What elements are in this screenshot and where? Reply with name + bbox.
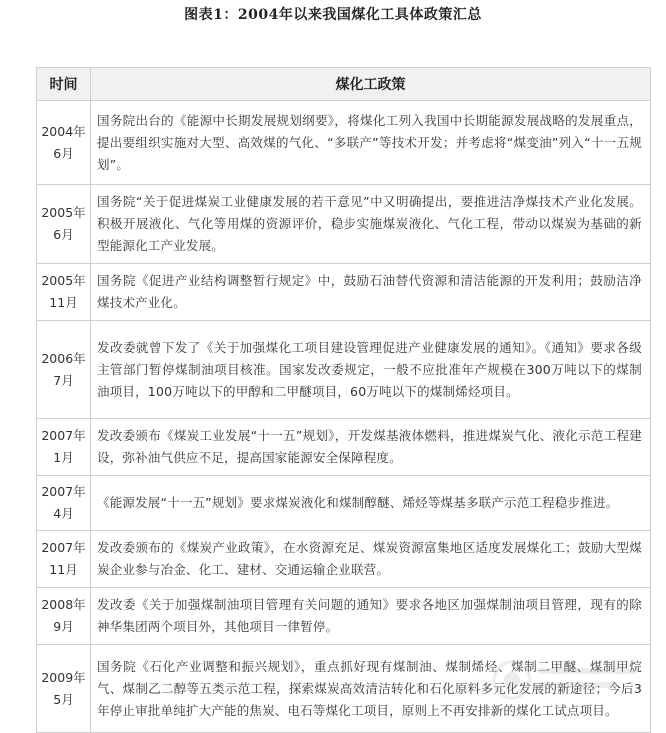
table-row	[37, 476, 651, 531]
row-time: 2005年11月	[37, 264, 91, 321]
row-policy: 发改委《关于加强煤制油项目管理有关问题的通知》要求各地区加强煤制油项目管理，现有的除神华集团两个项目外，其他项目一律暂停。	[91, 588, 651, 645]
row-policy: 国务院出台的《能源中长期发展规划纲要》，将煤化工列入我国中长期能源发展战略的发展重点，提出要组织实施对大型、高效煤的气化、“多联产”等技术开发；并考虑将“煤变油”列入“十一五规划”。	[91, 101, 651, 185]
table-row	[37, 419, 651, 476]
row-time: 2009年5月	[37, 645, 91, 733]
table-row	[37, 101, 651, 185]
row-time: 2004年6月	[37, 101, 91, 185]
table-row	[37, 264, 651, 321]
header-time: 时间	[37, 68, 91, 101]
row-time: 2007年11月	[37, 531, 91, 588]
row-policy: 《能源发展“十一五”规划》要求煤炭液化和煤制醇醚、烯烃等煤基多联产示范工程稳步推进。	[91, 476, 651, 531]
table-row	[37, 185, 651, 264]
table-row	[37, 321, 651, 419]
figure-title: 图表1：2004年以来我国煤化工具体政策汇总	[184, 7, 482, 23]
table-row	[37, 531, 651, 588]
table-row	[37, 645, 651, 733]
row-time: 2007年4月	[37, 476, 91, 531]
row-policy: 国务院“关于促进煤炭工业健康发展的若干意见”中又明确提出，要推进洁净煤技术产业化发展。积极开展液化、气化等用煤的资源评价，稳步实施煤炭液化、气化工程，带动以煤炭为基础的新型能源化工产业发展。	[91, 185, 651, 264]
table-row	[37, 588, 651, 645]
policy-table	[36, 67, 651, 733]
row-time: 2008年9月	[37, 588, 91, 645]
row-time: 2007年1月	[37, 419, 91, 476]
header-policy: 煤化工政策	[91, 68, 651, 101]
row-time: 2005年6月	[37, 185, 91, 264]
policy-table-container	[36, 67, 650, 733]
row-policy: 发改委就曾下发了《关于加强煤化工项目建设管理促进产业健康发展的通知》。《通知》要求各级主管部门暂停煤制油项目核准。国家发改委规定，一般不应批准年产规模在300万吨以下的煤制油项目，100万吨以下的甲醇和二甲醚项目，60万吨以下的煤制烯烃项目。	[91, 321, 651, 419]
row-policy: 发改委颁布的《煤炭产业政策》，在水资源充足、煤炭资源富集地区适度发展煤化工；鼓励大型煤炭企业参与冶金、化工、建材、交通运输企业联营。	[91, 531, 651, 588]
row-policy: 国务院《石化产业调整和振兴规划》，重点抓好现有煤制油、煤制烯烃、煤制二甲醚、煤制甲烷气、煤制乙二醇等五类示范工程，探索煤炭高效清洁转化和石化原料多元化发展的新途径；今后3年停止审批单纯扩大产能的焦炭、电石等煤化工项目，原则上不再安排新的煤化工试点项目。	[91, 645, 651, 733]
row-policy: 国务院《促进产业结构调整暂行规定》中，鼓励石油替代资源和清洁能源的开发利用；鼓励洁净煤技术产业化。	[91, 264, 651, 321]
row-time: 2006年7月	[37, 321, 91, 419]
table-header-row	[37, 68, 651, 101]
row-policy: 发改委颁布《煤炭工业发展“十一五”规划》，开发煤基液体燃料，推进煤炭气化、液化示范工程建设，弥补油气供应不足，提高国家能源安全保障程度。	[91, 419, 651, 476]
